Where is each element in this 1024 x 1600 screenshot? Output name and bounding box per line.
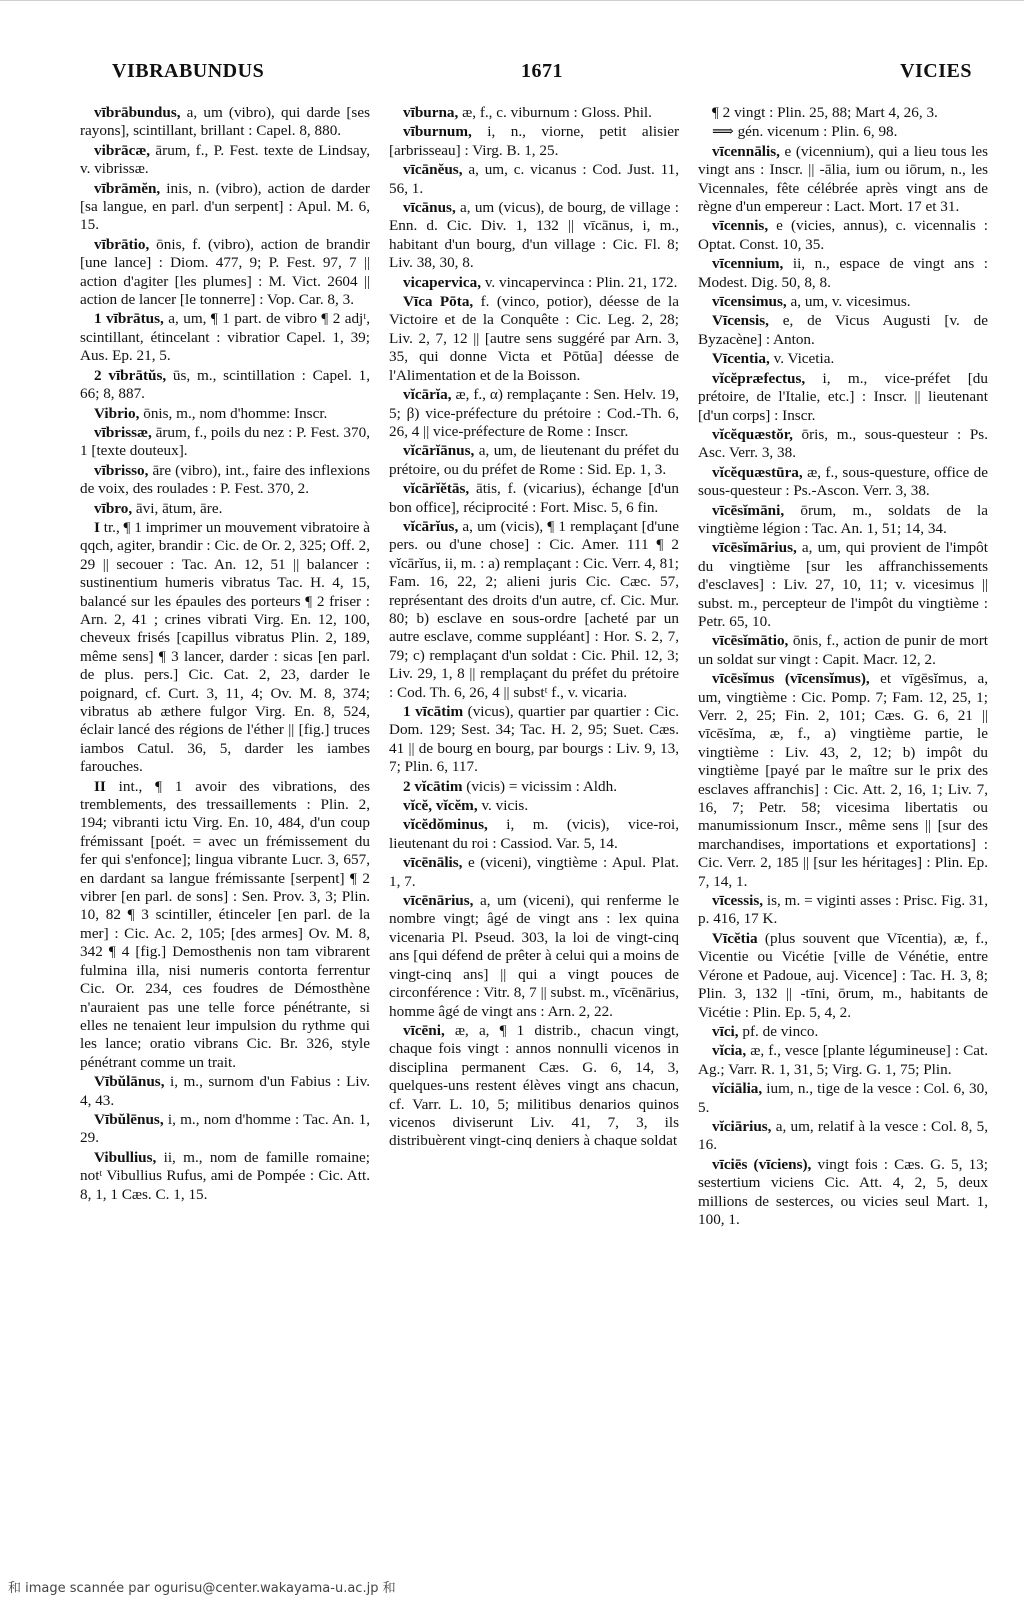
entry-headword: Vībŭlēnus, — [94, 1110, 164, 1128]
dictionary-entry — [389, 797, 679, 815]
entry-headword: vīcennis, — [712, 217, 769, 235]
dictionary-entry — [80, 236, 370, 310]
entry-definition: a, um (vicus), de bourg, de village : Enn. d. Cic. Div. 1, 132 || vīcānus, i, m., habitant d'un bourg, d'un village : Cic. Fl. 8; Liv. 38, 30, 8. — [389, 199, 679, 272]
entry-headword: vīcēnālis, — [403, 854, 463, 872]
entry-definition: (plus souvent que Vīcentia), æ, f., Vicentie ou Vicétie [ville de Vénétie, entre Vérone et Padoue, auj. Vicence] : Tac. H. 3, 8; Plin. 3, 132 || -tīni, ōrum, m., habitants de Vicétie : Plin. Ep. 5, 4, 2. — [698, 929, 988, 1021]
dictionary-entry — [80, 519, 370, 777]
entry-definition: ōnis, f. (vibro), action de brandir [une lance] : Diom. 477, 9; P. Fest. 97, 7 || action d'agiter [les plumes] : M. Vict. 2604 || action de lancer [le tonnerre] : Vop. Car. 8, 3. — [80, 235, 370, 309]
entry-definition: æ, f., c. viburnum : Gloss. Phil. — [458, 104, 652, 121]
dictionary-entry — [80, 180, 370, 235]
dictionary-entry — [698, 293, 988, 311]
dictionary-entry — [698, 312, 988, 349]
dictionary-entry — [698, 123, 988, 141]
entry-headword: Vīca Pōta, — [403, 293, 474, 311]
entry-definition: a, um (vicis), ¶ 1 remplaçant [d'une pers. ou d'une chose] : Cic. Amer. 111 ¶ 2 vĭcārĭus, ii, m. : a) remplaçant : Cic. Verr. 4, 81; Fam. 16, 22, 2; alieni juris Cic. Cæc. 57, représentant des droits d'un autre, cf. Cic. Mur. 80; b) esclave en sous-ordre [acheté par un autre esclave, comme suppléant] : Hor. S. 2, 7, 79; c) remplaçant d'un soldat : Cic. Phil. 12, 3; Liv. 29, 1, 8 || remplaçant du préfet du prétoire : Cod. Th. 6, 26, 4 || substᵗ f., v. vicaria. — [389, 517, 679, 701]
entry-definition: ātis, f. (vicarius), échange [d'un bon office], réciprocité : Fort. Misc. 5, 6 fin. — [389, 480, 679, 516]
dictionary-entry — [698, 350, 988, 368]
entry-headword: vĭcārĭānus, — [403, 442, 475, 460]
dictionary-entry — [80, 424, 370, 461]
dictionary-entry — [80, 405, 370, 423]
entry-headword: vĭcārĭa, — [403, 386, 452, 404]
dictionary-entry — [698, 892, 988, 929]
entry-headword: 1 vībrātus, — [94, 310, 164, 328]
entry-definition: ōnis, f., action de punir de mort un soldat sur vingt : Capit. Macr. 12, 2. — [698, 632, 988, 668]
dictionary-entry — [698, 104, 988, 122]
entry-definition: et vīgēsĭmus, a, um, vingtième : Cic. Pomp. 7; Fam. 12, 25, 1; Verr. 2, 25; Fin. 2, 101; Cæs. G. 6, 21 || vīcēsĭma, æ, f., a) vingtième partie, le vingtième : Liv. 43, 2, 12; b) impôt du vingtième [payé par le maître sur le prix des esclaves affranchis] : Cic. Att. 2, 16, 1; Liv. 7, 16, 7; Petr. 58; vicesima libertatis ou manumissionum Inscr., même sens || [sur des marchandises, importations et exportations] : Cic. Verr. 2, 185 || [sur les héritages] : Plin. Ep. 7, 14, 1. — [698, 670, 988, 890]
dictionary-entry — [80, 1111, 370, 1148]
entry-headword: vibrācæ, — [94, 141, 151, 159]
header-right-guide-word: VICIES — [900, 60, 972, 82]
entry-definition: inis, n. (vibro), action de darder [sa langue, en parl. d'un serpent] : Apul. M. 6, 15. — [80, 179, 370, 234]
entry-headword: vīcennium, — [712, 255, 784, 273]
entry-headword: Vīcĕtia — [712, 929, 758, 947]
entry-definition: ārum, f., poils du nez : P. Fest. 370, 1 [texte douteux]. — [80, 423, 370, 460]
entry-definition: tr., ¶ 1 imprimer un mouvement vibratoire à qqch, agiter, brandir : Cic. de Or. 2, 325; Off. 2, 29 || secouer : Tac. An. 12, 51 || balancer : sustinentium humeris vibratus Tac. H. 4, 15, balancé sur les épaules des porteurs ¶ 2 friser : Arn. 2, 41 ; crines vibrati Virg. En. 12, 100, cheveux frisés [capillus vibratus Plin. 2, 189, même sens] ¶ 3 lancer, darder : sicas [en parl. de plus. pers.] Cic. Cat. 2, 23, darder le poignard, cf. Curt. 3, 11, 4; Ov. M. 8, 374; vibratus ab æthere fulgor Virg. En. 8, 524, éclair lancé des régions de l'éther || [fig.] truces iambos Catul. 36, 5, darder les iambes farouches. — [80, 518, 370, 776]
dictionary-entry — [698, 502, 988, 539]
entry-definition: v. vincapervinca : Plin. 21, 172. — [481, 273, 678, 291]
dictionary-entry — [698, 1080, 988, 1117]
entry-definition: i, m., nom d'homme : Tac. An. 1, 29. — [80, 1110, 370, 1147]
column-1 — [80, 104, 370, 1544]
entry-headword: vīcensimus, — [712, 293, 787, 311]
entry-headword: vībrābundus, — [94, 104, 181, 121]
dictionary-entry — [389, 480, 679, 517]
entry-definition: vingt fois : Cæs. G. 5, 13; sestertium viciens Cic. Att. 4, 2, 5, deux millions de sesterces, ou vicies seul Mart. 1, 100, 1. — [698, 1155, 988, 1228]
entry-definition: (vicus), quartier par quartier : Cic. Dom. 129; Sest. 34; Tac. H. 2, 95; Suet. Cæs. 41 || de bourg en bourg, par bourgs : Liv. 9, 13, 7; Plin. 6, 117. — [389, 703, 679, 776]
entry-headword: vīcennālis, — [712, 142, 780, 160]
entry-definition: pf. de vinco. — [738, 1022, 819, 1040]
entry-headword: vībro, — [94, 499, 133, 517]
dictionary-entry — [389, 816, 679, 853]
entry-headword: 1 vīcātim — [403, 703, 464, 720]
dictionary-entry — [80, 367, 370, 404]
column-2 — [389, 104, 679, 1544]
dictionary-entry — [389, 104, 679, 122]
entry-headword: vīcēni, — [403, 1021, 445, 1039]
entry-headword: vībrātio, — [94, 235, 150, 253]
page-header — [112, 60, 972, 90]
text-columns — [80, 104, 988, 1544]
dictionary-entry — [698, 632, 988, 669]
entry-headword: I — [94, 518, 100, 536]
entry-definition: a, um, relatif à la vesce : Col. 8, 5, 16. — [698, 1117, 988, 1154]
entry-headword: 2 vībrātŭs, — [94, 366, 167, 384]
scan-edge — [0, 0, 1024, 14]
entry-headword: vĭcĕdŏminus, — [403, 816, 488, 834]
dictionary-entry — [389, 518, 679, 702]
entry-headword: vībrisso, — [94, 461, 149, 479]
entry-definition: ōrum, m., soldats de la vingtième légion : Tac. An. 1, 51; 14, 34. — [698, 501, 988, 537]
header-left-guide-word: VIBRABUNDUS — [112, 60, 265, 82]
entry-definition: a, um, de lieutenant du préfet du prétoire, ou du préfet de Rome : Sid. Ep. 1, 3. — [389, 442, 679, 478]
entry-definition: a, um, c. vicanus : Cod. Just. 11, 56, 1. — [389, 161, 679, 197]
dictionary-entry — [389, 161, 679, 198]
entry-definition: ii, m., nom de famille romaine; notᵗ Vibullius Rufus, ami de Pompée : Cic. Att. 8, 1, 1 Cæs. C. 1, 15. — [80, 1148, 370, 1203]
dictionary-entry — [389, 854, 679, 891]
dictionary-entry — [698, 1023, 988, 1041]
dictionary-entry — [389, 386, 679, 441]
dictionary-entry — [389, 199, 679, 273]
entry-definition: ⟹ gén. vicenum : Plin. 6, 98. — [712, 123, 898, 141]
entry-definition: e (vicennium), qui a lieu tous les vingt ans : Inscr. || -ālia, ium ou iōrum, n., les Vicennales, fête célébrée après vingt ans de règne d'un empereur : Lact. Mort. 17 et 31. — [698, 142, 988, 216]
entry-headword: 2 vĭcātim — [403, 777, 463, 795]
dictionary-entry — [389, 123, 679, 160]
entry-headword: vīcānĕus, — [403, 161, 463, 179]
entry-headword: vĭcārĭĕtās, — [403, 480, 470, 498]
entry-headword: vīciēs (vīciens), — [712, 1155, 812, 1173]
dictionary-entry — [80, 462, 370, 499]
entry-headword: Vībŭlānus, — [94, 1073, 165, 1091]
dictionary-entry — [389, 1022, 679, 1151]
entry-definition: æ, a, ¶ 1 distrib., chacun vingt, chaque fois vingt : annos nonnulli vicenos in disciplina permanent Cæs. G. 6, 14, 3, quelques-uns restent élèves vingt ans chacun, cf. Varr. L. 10, 5; militibus denarios quinos vicenos diviserunt Liv. 41, 7, 3, ils distribuèrent vingt-cinq deniers à chaque soldat — [389, 1021, 679, 1150]
entry-definition: f. (vinco, potior), déesse de la Victoire et de la Conquête : Cic. Leg. 2, 28; Liv. 2, 7, 12 || [autre sens suggéré par Arn. 3, 35, qui donne Victa et Pōtŭa] déesse de l'Alimentation et de la Boisson. — [389, 293, 679, 384]
entry-definition: ōnis, m., nom d'homme: Inscr. — [139, 404, 328, 422]
entry-definition: ii, n., espace de vingt ans : Modest. Dig. 50, 8, 8. — [698, 255, 988, 291]
entry-definition: æ, f., α) remplaçante : Sen. Helv. 19, 5; β) vice-préfecture du prétoire : Cod.-Th. 6, 26, 4 || vice-préfecture de Rome : Inscr. — [389, 386, 679, 440]
entry-definition: e (viceni), vingtième : Apul. Plat. 1, 7. — [389, 854, 679, 890]
dictionary-entry — [698, 464, 988, 501]
entry-definition: a, um, v. vicesimus. — [786, 293, 911, 311]
entry-definition: ium, n., tige de la vesce : Col. 6, 30, 5. — [698, 1080, 988, 1116]
entry-definition: a, um (vibro), qui darde [ses rayons], scintillant, brillant : Capel. 8, 880. — [80, 104, 370, 140]
dictionary-entry — [698, 1042, 988, 1079]
entry-headword: vīburnum, — [403, 123, 472, 141]
dictionary-entry — [698, 370, 988, 425]
entry-headword: vīburna, — [403, 104, 459, 121]
entry-headword: vīcēsĭmārius, — [712, 539, 797, 557]
entry-definition: a, um (viceni), qui renferme le nombre vingt; âgé de vingt ans : lex quina vicenaria Pl. Pseud. 303, la loi de vingt-cinq ans [qui défend de prêter à celui qui a moins de vingt-cinq ans] || qui a vingt pouces de circonférence : Vitr. 8, 7 || subst. m., vīcēnārius, homme âgé de vingt ans : Arn. 2, 22. — [389, 892, 679, 1020]
entry-definition: is, m. = viginti asses : Prisc. Fig. 31, p. 416, 17 K. — [698, 892, 988, 928]
entry-headword: II — [94, 777, 106, 795]
header-page-number: 1671 — [521, 60, 563, 82]
scan-credit: 和 image scannée par ogurisu@center.wakayama-u.ac.jp 和 — [8, 1581, 396, 1596]
dictionary-entry — [80, 1073, 370, 1110]
entry-definition: i, m. (vicis), vice-roi, lieutenant du roi : Cassiod. Var. 5, 14. — [389, 816, 679, 852]
dictionary-entry — [389, 703, 679, 777]
entry-definition: ōris, m., sous-questeur : Ps. Asc. Verr. 3, 38. — [698, 425, 988, 462]
dictionary-entry — [698, 426, 988, 463]
entry-headword: vīcēnārius, — [403, 892, 474, 910]
entry-headword: vīcānus, — [403, 199, 456, 217]
entry-definition: e, de Vicus Augusti [v. de Byzacène] : Anton. — [698, 312, 988, 348]
dictionary-entry — [698, 255, 988, 292]
entry-headword: vĭcia, — [712, 1042, 747, 1060]
entry-definition: i, m., surnom d'un Fabius : Liv. 4, 43. — [80, 1073, 370, 1109]
entry-definition: ārum, f., P. Fest. texte de Lindsay, v. vibrissæ. — [80, 141, 370, 178]
entry-headword: Vīcentia, — [712, 350, 770, 368]
entry-headword: vībrāmĕn, — [94, 179, 161, 197]
dictionary-entry — [698, 930, 988, 1022]
entry-definition: i, m., vice-préfet [du prétoire, de l'Italie, etc.] : Inscr. || lieutenant [d'un corps] : Inscr. — [698, 369, 988, 424]
entry-headword: vīcēsĭmāni, — [712, 501, 785, 519]
dictionary-entry — [80, 310, 370, 365]
entry-headword: vicapervica, — [403, 273, 482, 291]
entry-headword: vīcēsĭmus (vīcensĭmus), — [712, 670, 870, 688]
entry-headword: vĭciārius, — [712, 1117, 772, 1135]
entry-headword: vĭciālia, — [712, 1080, 763, 1098]
dictionary-entry — [80, 104, 370, 141]
entry-headword: Vīcensis, — [712, 312, 769, 330]
dictionary-entry — [698, 670, 988, 891]
entry-definition: æ, f., sous-questure, office de sous-questeur : Ps.-Ascon. Verr. 3, 38. — [698, 463, 988, 500]
dictionary-entry — [80, 1149, 370, 1204]
dictionary-entry — [80, 500, 370, 518]
entry-definition: a, um, qui provient de l'impôt du vingtième [sur les affranchissements d'esclaves] : Liv. 27, 10, 11; v. vicesimus || subst. m., percepteur de l'impôt du vingtième : Petr. 65, 10. — [698, 539, 988, 630]
entry-definition: æ, f., vesce [plante légumineuse] : Cat. Ag.; Varr. R. 1, 31, 5; Virg. G. 1, 75; Plin. — [698, 1042, 988, 1078]
entry-headword: Vibrio, — [94, 404, 140, 422]
entry-headword: Vibullius, — [94, 1148, 157, 1166]
dictionary-entry — [698, 217, 988, 254]
dictionary-entry — [698, 1156, 988, 1230]
entry-headword: vīcessis, — [712, 892, 764, 910]
entry-definition: āvi, ātum, āre. — [132, 499, 223, 517]
entry-headword: vĭcĕquæstŏr, — [712, 425, 793, 443]
entry-headword: vĭcĕquæstūra, — [712, 463, 803, 481]
dictionary-entry — [698, 1118, 988, 1155]
entry-definition: v. Vicetia. — [769, 350, 835, 368]
dictionary-entry — [389, 778, 679, 796]
entry-definition: (vicis) = vicissim : Aldh. — [462, 777, 617, 795]
entry-definition: int., ¶ 1 avoir des vibrations, des tremblements, des tressaillements : Plin. 2, 194; vibranti ictu Virg. En. 10, 484, d'un coup frémissant [poét. = avec un frémissement du fer qui s'enfonce]; lingua vibrante Lucr. 3, 657, en dardant sa langue frémissante [serpent] ¶ 2 vibrer [en parl. de sons] : Sen. Prov. 3, 3; Plin. 10, 82 ¶ 3 scintiller, étinceler [en parl. de la mer] : Cic. Ac. 2, 105; [des armes] Ov. M. 8, 342 ¶ 4 [fig.] Demosthenis non tam vibrarent fulmina illa, nisi numeris contorta ferrentur Cic. Or. 234, ces foudres de Démosthène n'auraient pas une telle force pénétrante, si elles ne tenaient leur impulsion du rythme qui les lance; oratio vibrans Cic. Br. 326, style pénétrant comme un trait. — [80, 777, 370, 1071]
entry-headword: vĭcĕ, vĭcĕm, — [403, 797, 478, 815]
dictionary-entry — [389, 892, 679, 1021]
dictionary-entry — [698, 143, 988, 217]
dictionary-entry — [389, 274, 679, 292]
entry-headword: vĭcārĭus, — [403, 517, 459, 535]
column-3 — [698, 104, 988, 1544]
dictionary-entry — [389, 293, 679, 385]
entry-definition: v. vicis. — [477, 797, 529, 815]
entry-definition: ¶ 2 vingt : Plin. 25, 88; Mart 4, 26, 3. — [712, 104, 938, 121]
entry-definition: a, um, ¶ 1 part. de vibro ¶ 2 adjᵗ, scintillant, étincelant : vibratior Capel. 1, 39; Aus. Ep. 21, 5. — [80, 310, 370, 365]
dictionary-entry — [698, 539, 988, 631]
dictionary-entry — [80, 778, 370, 1073]
entry-headword: vībrissæ, — [94, 423, 152, 441]
entry-definition: ūs, m., scintillation : Capel. 1, 66; 8, 887. — [80, 366, 370, 403]
entry-definition: āre (vibro), int., faire des inflexions de voix, des roulades : P. Fest. 370, 2. — [80, 461, 370, 498]
entry-headword: vīci, — [712, 1022, 739, 1040]
entry-definition: i, n., viorne, petit alisier [arbrisseau] : Virg. B. 1, 25. — [389, 123, 679, 159]
entry-headword: vĭcĕpræfectus, — [712, 369, 806, 387]
dictionary-entry — [389, 442, 679, 479]
dictionary-entry — [80, 142, 370, 179]
entry-definition: e (vicies, annus), c. vicennalis : Optat. Const. 10, 35. — [698, 217, 988, 253]
entry-headword: vīcēsĭmātio, — [712, 632, 789, 650]
